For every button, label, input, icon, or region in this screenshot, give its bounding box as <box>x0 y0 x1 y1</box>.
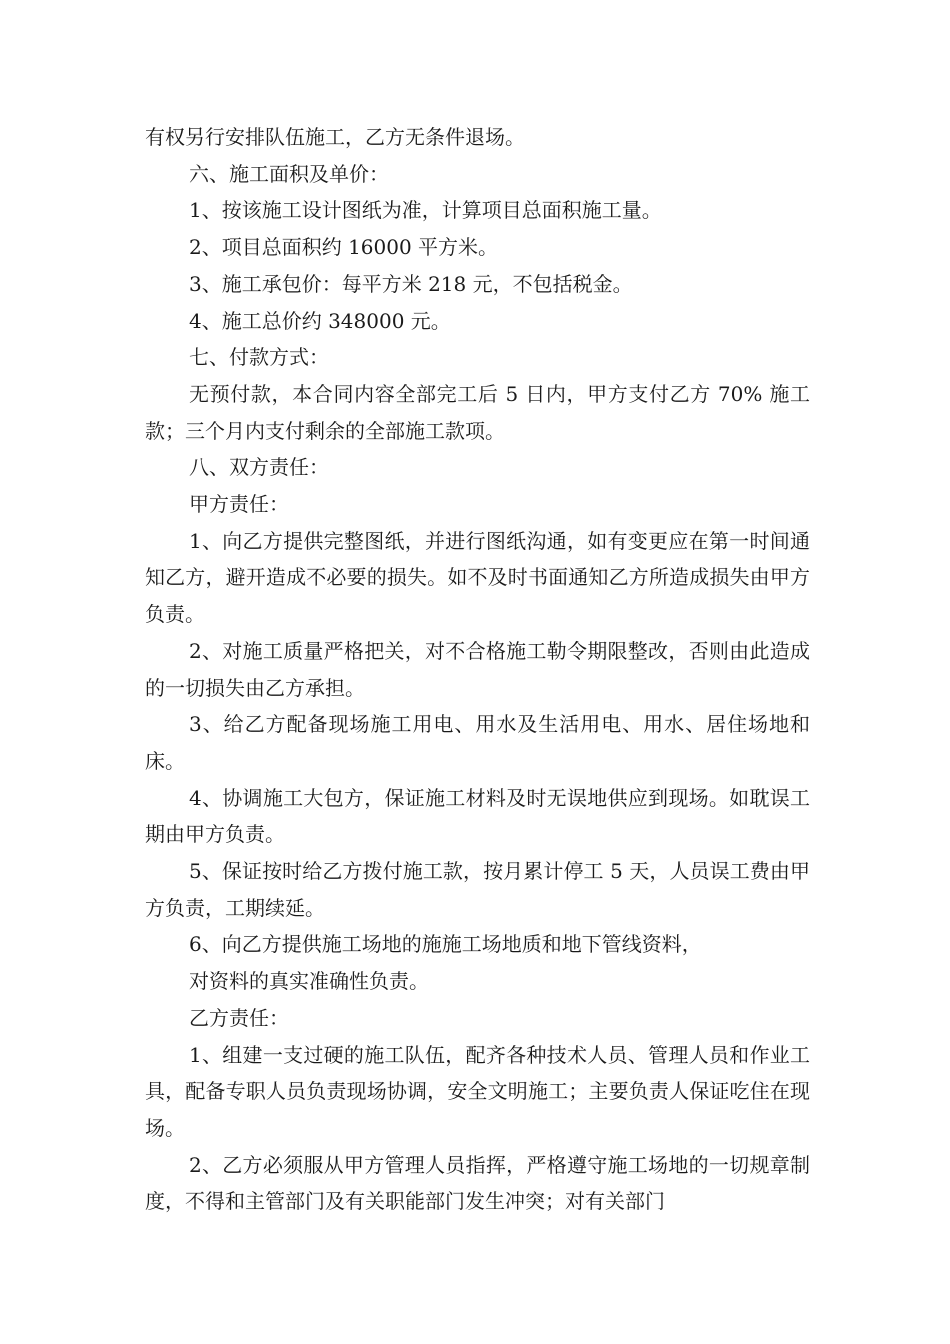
paragraph-continuation: 有权另行安排队伍施工，乙方无条件退场。 <box>145 125 525 149</box>
section-heading-responsibilities: 八、双方责任： <box>189 455 329 480</box>
clause-payment: 无预付款，本合同内容全部完工后 5 日内，甲方支付乙方 70% 施工款；三个月内支付剩余的全部施工款项。 <box>145 381 810 443</box>
clause-area-4: 4、施工总价约 348000 元。 <box>189 308 451 333</box>
clause-party-a-1: 1、向乙方提供完整图纸，并进行图纸沟通，如有变更应在第一时间通知乙方，避开造成不必要的损失。如不及时书面通知乙方所造成损失由甲方负责。 <box>145 528 810 627</box>
clause-party-a-5: 5、保证按时给乙方拨付施工款，按月累计停工 5 天，人员误工费由甲方负责，工期续延。 <box>145 859 810 920</box>
subheading-party-b: 乙方责任： <box>189 1005 289 1030</box>
clause-party-b-2: 2、乙方必须服从甲方管理人员指挥，严格遵守施工场地的一切规章制度，不得和主管部门及有关职能部门发生冲突；对有关部门 <box>145 1152 810 1214</box>
clause-party-a-2: 2、对施工质量严格把关，对不合格施工勒令期限整改，否则由此造成的一切损失由乙方承担。 <box>145 638 810 700</box>
clause-area-1: 1、按该施工设计图纸为准，计算项目总面积施工量。 <box>189 198 662 223</box>
clause-party-a-4: 4、协调施工大包方，保证施工材料及时无误地供应到现场。如耽误工期由甲方负责。 <box>145 785 810 847</box>
clause-party-a-6-continued: 对资料的真实准确性负责。 <box>189 969 429 994</box>
clause-party-a-6: 6、向乙方提供施工场地的施施工场地质和地下管线资料， <box>189 932 702 957</box>
clause-party-a-3: 3、给乙方配备现场施工用电、用水及生活用电、用水、居住场地和床。 <box>145 712 810 773</box>
subheading-party-a: 甲方责任： <box>189 492 289 517</box>
clause-area-2: 2、项目总面积约 16000 平方米。 <box>189 235 499 260</box>
section-heading-payment: 七、付款方式： <box>189 345 329 370</box>
clause-area-3: 3、施工承包价：每平方米 218 元，不包括税金。 <box>189 271 633 296</box>
clause-party-b-1: 1、组建一支过硬的施工队伍，配齐各种技术人员、管理人员和作业工具，配备专职人员负责现场协调，安全文明施工；主要负责人保证吃住在现场。 <box>145 1042 810 1140</box>
document-body <box>145 119 810 1220</box>
section-heading-area-price: 六、施工面积及单价： <box>189 161 389 186</box>
